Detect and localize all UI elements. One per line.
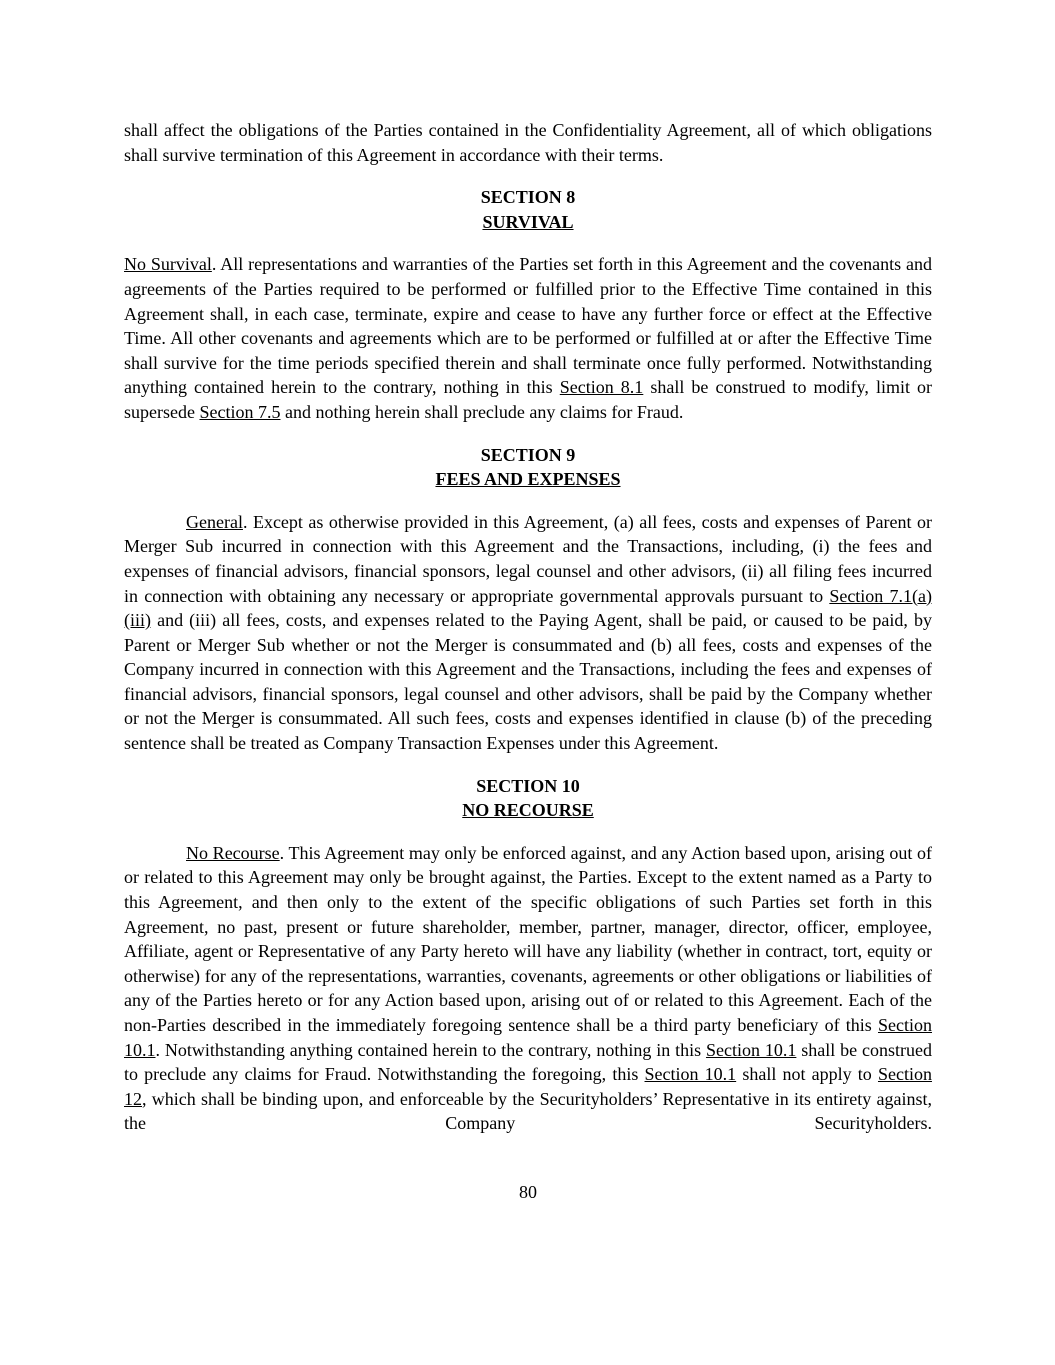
text-run: and nothing herein shall preclude any claims for Fraud. [280, 401, 684, 422]
underlined-text-run: No Recourse [186, 842, 280, 863]
underlined-text-run: No Survival [124, 254, 212, 275]
text-run: . This Agreement may only be enforced against, and any Action based upon, arising out of or related to this Agreement may only be brought against, the Parties. Except to the extent named as a Party to this Agreement, and then only to the extent of the specific obligations of such Parties set forth in this Agreement, no past, present or future shareholder, member, partner, manager, director, officer, employee, Affiliate, agent or Representative of any Party hereto will have any liability (whether in contract, tort, equity or otherwise) for any of the representations, warranties, covenants, agreements or other obligations or liabilities of any of the Parties hereto or for any Action based upon, arising out of or related to this Agreement. Each of the non-Parties described in the immediately foregoing sentence shall be a third party beneficiary of this [124, 842, 932, 1035]
section-10-paragraph [124, 841, 932, 1136]
underlined-text-run: General [186, 511, 243, 532]
section-9-paragraph [124, 510, 932, 756]
text-run: , which shall be binding upon, and enforceable by the Securityholders’ Representative in its entirety against, the Company Securityholders. [124, 1088, 932, 1134]
section-8-heading [124, 185, 932, 234]
section-10-heading-title: NO RECOURSE [462, 800, 594, 821]
section-10-heading [124, 774, 932, 823]
text-run: . Notwithstanding anything contained herein to the contrary, nothing in this [155, 1039, 706, 1060]
section-9-heading [124, 443, 932, 492]
continuation-paragraph [124, 118, 932, 167]
section-9-heading-number: SECTION 9 [480, 444, 576, 465]
section-8-heading-number: SECTION 8 [480, 187, 576, 208]
underlined-text-run: Section 10.1 [644, 1064, 737, 1085]
page-footer [124, 1180, 932, 1205]
underlined-text-run: Section 10.1 [705, 1039, 797, 1060]
text-run: and (iii) all fees, costs, and expenses related to the Paying Agent, shall be paid, or caused to be paid, by Parent or Merger Sub whether or not the Merger is consummated and (b) all fees, costs and expenses of the Company incurred in connection with this Agreement and the Transactions, including the fees and expenses of financial advisors, financial sponsors, legal counsel and other advisors, shall be paid by the Company whether or not the Merger is consummated. All such fees, costs and expenses identified in clause (b) of the preceding sentence shall be treated as Company Transaction Expenses under this Agreement. [124, 610, 932, 754]
underlined-text-run: Section 12 [124, 1064, 932, 1109]
underlined-text-run: Section 8.1 [559, 377, 644, 398]
underlined-text-run: Section 7.5 [199, 401, 281, 422]
section-9-heading-title: FEES AND EXPENSES [435, 469, 621, 490]
text-run: shall not apply to [736, 1064, 878, 1085]
text-run: . All representations and warranties of the Parties set forth in this Agreement and the covenants and agreements of the Parties required to be performed or fulfilled prior to the Effective Time contained in this Agreement shall, in each case, terminate, expire and cease to have any further force or effect at the Effective Time. All other covenants and agreements which are to be performed or fulfilled at or after the Effective Time shall survive for the time periods specified therein and shall terminate once fully performed. Notwithstanding anything contained herein to the contrary, nothing in this [124, 254, 933, 398]
text-run: shall be construed to preclude any claims for Fraud. Notwithstanding the foregoing, this [124, 1039, 932, 1085]
text-run: shall affect the obligations of the Parties contained in the Confidentiality Agreement, all of which obligations shall survive termination of this Agreement in accordance with their terms. [124, 120, 932, 165]
section-8-paragraph [124, 252, 932, 424]
underlined-text-run: Section 7.1(a)(iii) [124, 585, 932, 631]
section-8-heading-title: SURVIVAL [482, 211, 574, 232]
text-run: shall be construed to modify, limit or supersede [124, 377, 933, 422]
section-10-heading-number: SECTION 10 [476, 775, 580, 796]
text-run: . Except as otherwise provided in this Agreement, (a) all fees, costs and expenses of Parent or Merger Sub incurred in connection with this Agreement and the Transactions, including, (i) the fees and expenses of financial advisors, financial sponsors, legal counsel and other advisors, (ii) all filing fees incurred in connection with obtaining any necessary or appropriate governmental approvals pursuant to [124, 511, 932, 606]
page-number: 80 [519, 1181, 537, 1202]
underlined-text-run: Section 10.1 [124, 1015, 932, 1060]
